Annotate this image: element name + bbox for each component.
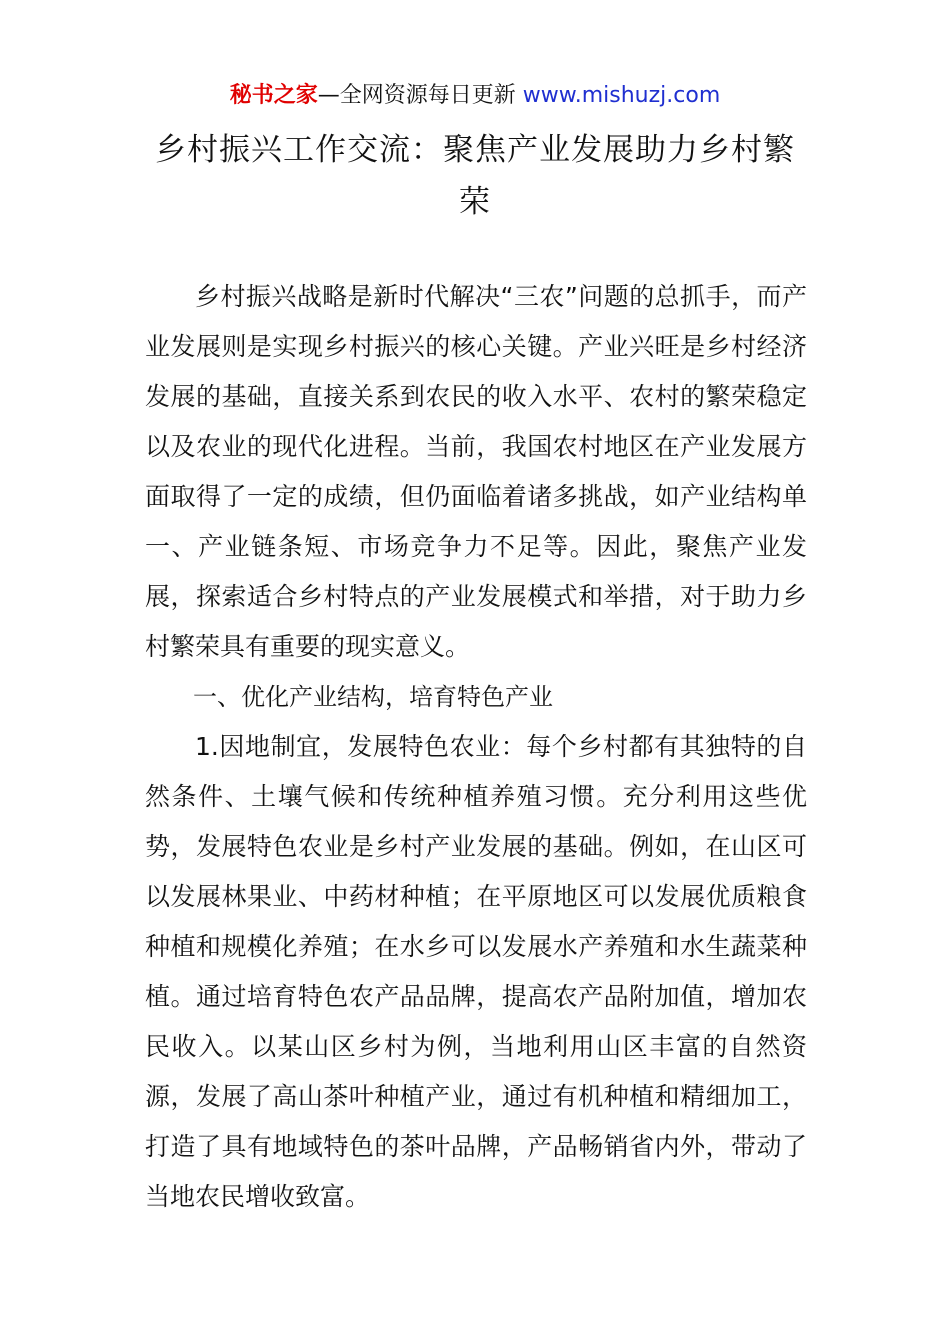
document-title: 乡村振兴工作交流：聚焦产业发展助力乡村繁荣 — [155, 132, 795, 220]
section-heading: 一、优化产业结构，培育特色产业 — [193, 683, 553, 711]
section-paragraph: 1.因地制宜，发展特色农业：每个乡村都有其独特的自然条件、土壤气候和传统种植养殖习惯。充分利用这些优势，发展特色农业是乡村产业发展的基础。例如，在山区可以发展林果业、中药材种植；在平原地区可以发展优质粮食种植和规模化养殖；在水乡可以发展水产养殖和水生蔬菜种植。通过培育特色农产品品牌，提高农产品附加值，增加农民收入。以某山区乡村为例，当地利用山区丰富的自然资源，发展了高山茶叶种植产业，通过有机种植和精细加工，打造了具有地域特色的茶叶品牌，产品畅销省内外，带动了当地农民增收致富。 — [145, 732, 807, 1211]
site-name: 秘书之家 — [229, 83, 318, 108]
site-header — [0, 79, 950, 113]
document-body — [145, 272, 807, 1222]
intro-paragraph: 乡村振兴战略是新时代解决“三农”问题的总抓手，而产业发展则是实现乡村振兴的核心关键。产业兴旺是乡村经济发展的基础，直接关系到农民的收入水平、农村的繁荣稳定以及农业的现代化进程。当前，我国农村地区在产业发展方面取得了一定的成绩，但仍面临着诸多挑战，如产业结构单一、产业链条短、市场竞争力不足等。因此，聚焦产业发展，探索适合乡村特点的产业发展模式和举措，对于助力乡村繁荣具有重要的现实意义。 — [145, 282, 807, 661]
site-url-link[interactable]: www.mishuzj.com — [522, 83, 721, 108]
site-tagline: —全网资源每日更新 — [317, 83, 516, 108]
